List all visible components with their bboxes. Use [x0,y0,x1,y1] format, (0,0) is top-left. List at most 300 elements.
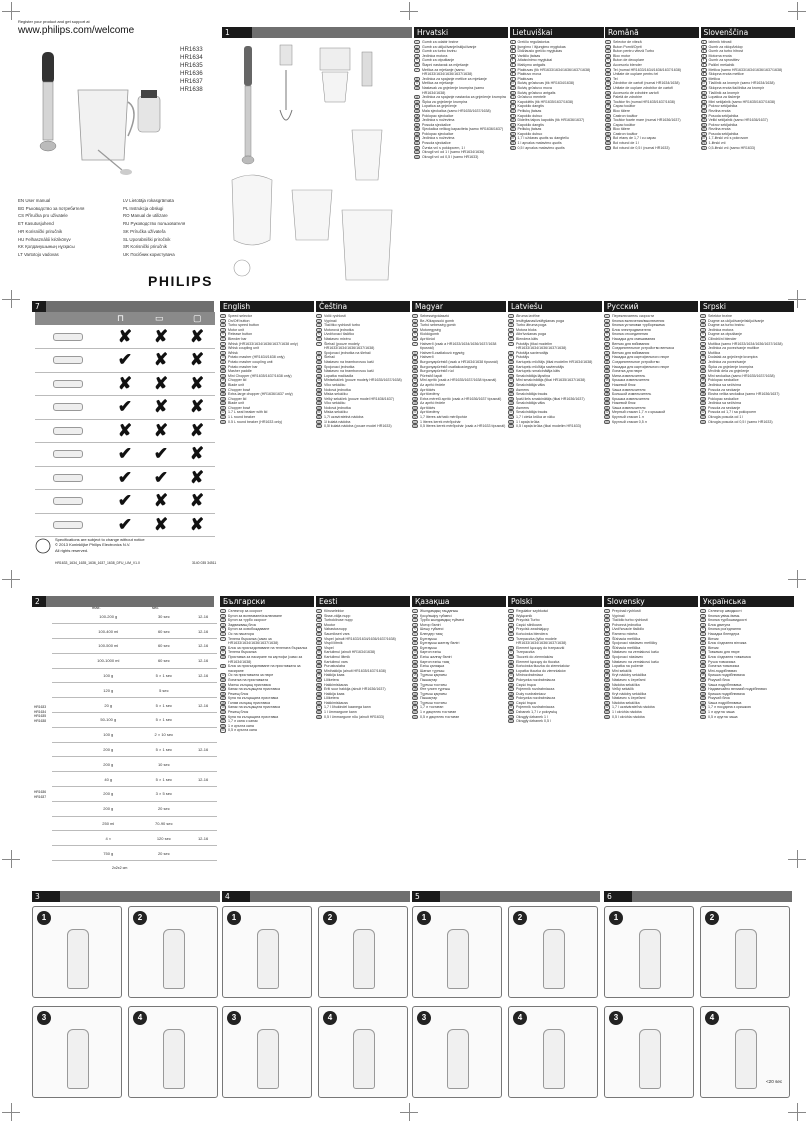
part-label: Венчик для взбивания [612,350,650,355]
part-number-badge: 17 [221,388,225,392]
section-2-header [32,596,46,607]
part-item [700,715,794,720]
part-label: Okrugla posuda od 0,5 l (samo HR1633) [708,419,773,424]
part-number-badge: 20 [317,697,321,701]
language-entry: RU Руководство пользователя [123,221,186,227]
model-number: HR1633 [180,46,203,53]
part-number-badge: 24 [317,715,321,719]
part-number-badge: 9 [220,351,226,355]
part-label: Nožová jednotka [324,405,351,410]
part-number-badge: 3 [412,323,418,327]
part-label: Przycisk Turbo [516,618,540,623]
part-label: Голям кълцащ приставка [228,700,270,705]
part-label: Hakkija kaas [324,673,345,678]
part-label: 1,7 l uzatvárateľná nádoba [612,705,655,710]
part-number-badge: 13 [605,370,609,374]
language-entry: SR Korisnički priručnik [123,244,167,250]
part-label: Ос на пасатора [228,631,254,636]
part-label: Miska sekáčku [324,410,348,415]
part-number-badge: 6 [412,337,418,341]
part-label: Задвижващ блок [228,622,257,627]
part-label: Kartupeļu mīcītāja savienotājs [516,364,564,369]
part-label: Круглый стакан 1 л [612,415,644,420]
section-header [32,891,60,902]
part-number-badge: 19 [605,397,609,401]
part-label: Круглый стакан 0,5 л [612,419,647,424]
model-number: HR1636 [180,70,203,77]
part-number-badge: 13 [605,665,609,669]
part-label: 0,5 l ümmargune nõu (ainult HR1633) [324,714,385,719]
part-number-badge: 1 [700,314,706,318]
speed-cell [189,713,217,728]
step-number-badge: 1 [417,911,431,925]
part-number-badge: 5 [316,332,322,336]
language-name: Русский [607,302,639,311]
part-number-badge: 13 [701,665,705,669]
part-number-badge: 23 [317,420,321,424]
part-number-badge: 19 [415,132,419,136]
part-label: 1,7 l õhukindel kaanega kann [324,705,371,710]
speed-cell: 12-16 [189,772,217,787]
part-label: 1 l apaļa krūka [516,419,540,424]
step-number-badge: 1 [609,911,623,925]
part-label: Kapoklio dangtis [517,104,544,109]
part-number-badge: 2 [220,614,226,618]
part-number-badge: 1 [316,314,322,318]
part-label: Habverő [420,355,434,360]
part-label: Sklopna enota tlačilnika za krompir [708,85,765,90]
part-label: Be-/Kikapcsoló gomb [420,318,454,323]
cross-mark-icon: ✘ [107,372,143,396]
language-name: Polski [511,597,533,606]
table-row [35,443,215,467]
part-label: Az aprító fedele [420,401,446,406]
language-part-list [701,40,795,288]
time-cell: 3 × 5 sec [139,787,190,802]
appliance-sketch-icon [67,1029,89,1089]
part-thumbnail-icon [53,427,83,435]
ingredient-icon [52,727,78,742]
part-label: Мерный стакан 1,7 л с крышкой [612,410,666,415]
part-label: Мини-измельчитель [612,373,646,378]
part-label: Ріжучий блок [708,677,730,682]
part-label: Atlaisvinimo mygtukai [517,58,553,63]
part-number-badge: 15 [317,383,321,387]
part-label: Plaktuvo mova [517,72,542,77]
part-label: Mini seckalica (samo HR1635/1637/1638) [708,373,775,378]
part-number-badge: 8 [508,646,514,650]
part-label: Habverő-csatlakozó egység [420,350,465,355]
part-number-badge: 11 [415,96,419,100]
part-label: Turbokiiruse nupp [324,618,353,623]
language-entry: BG Ръководство за потребителя [18,205,85,211]
part-number-badge: 15 [701,379,705,383]
language-header [510,27,604,38]
part-number-badge: 9 [508,355,514,359]
part-number-badge: 14 [701,669,705,673]
part-label: Zdrobitor de cartofi (numai HR1634/1638) [613,81,680,86]
part-number-badge: 3 [700,323,706,327]
part-number-badge: 9 [414,81,420,85]
part-label: Переключатель скорости [612,314,655,318]
language-header [700,596,794,607]
part-label: Bloc tăiere [613,127,630,132]
part-label: Putotājs [516,355,529,360]
part-number-badge: 17 [413,393,417,397]
part-label: Burgonyapüréstő rúd [420,369,454,374]
part-label: Блок з'єднання товкачика [708,654,751,659]
part-label: Čvrsta vrč s poklopcem, 1 l [422,145,466,150]
part-number-badge: 23 [509,420,513,424]
part-label: Mootor [324,622,336,627]
part-label: Poklopac sjeckalice [422,131,454,136]
part-number-badge: 3 [412,618,418,622]
part-number-badge: 18 [317,397,321,401]
part-label: Plaktuvas [517,76,534,81]
part-number-badge: 17 [605,388,609,392]
time-cell: 5 × 1 sec [139,772,190,787]
part-number-badge: 14 [413,669,417,673]
table-7-header [35,312,215,325]
part-label: Castron tocător [613,131,638,136]
part-number-badge: 20 [606,128,610,132]
part-number-badge: 6 [604,337,610,341]
cross-mark-icon: ✘ [107,419,143,443]
part-label: Кнопка турбошвидкості [708,618,747,623]
part-number-badge: 19 [509,402,513,406]
part-number-badge: 13 [511,96,514,100]
time-cell: 10 sec [139,757,190,772]
part-label: Kryt nádoby sekáčika [612,673,647,678]
time-cell: 60 sec [139,639,190,654]
registration-mark [2,1103,20,1121]
part-label: Część tnąca [516,700,536,705]
part-label: Nástavec mixéru [324,336,351,341]
part-label: Насадка для картофельного пюре [612,364,670,369]
part-number-badge: 13 [415,105,419,109]
part-item [316,424,410,429]
part-label: Pokrov sekljalnika [708,104,738,109]
part-label: Nástavec na bramborovou kaši [324,359,374,364]
part-number-badge: 20 [605,697,609,701]
part-number-badge: 9 [604,351,610,355]
part-number-badge: 23 [413,711,417,715]
tap-icon: ⊓ [117,313,125,323]
part-number-badge: 19 [605,692,609,696]
part-number-badge: 23 [509,715,513,719]
product-illustration [18,50,178,175]
part-number-badge: 13 [413,374,417,378]
part-number-badge: 7 [701,68,707,72]
step-number-badge: 3 [227,1011,241,1025]
part-item [220,637,314,646]
part-number-badge: 5 [604,332,610,336]
part-number-badge: 7 [412,342,418,346]
language-header [508,301,602,312]
part-label: Mutilica (samo HR1633/1634/1636/1637/1638) [708,341,783,346]
part-number-badge: 22 [605,706,609,710]
part-number-badge: 9 [510,77,516,81]
part-label: Dugme za turbo brzinu [708,323,745,328]
part-number-badge: 1 [414,40,420,44]
part-number-badge: 5 [510,58,516,62]
part-number-badge: 22 [605,411,609,415]
part-item [316,715,410,720]
part-label: Aprítórúd [420,336,435,341]
part-number-badge: 19 [221,706,225,710]
part-number-badge: 20 [413,697,417,701]
language-header [316,301,410,312]
part-label: 1,7 l cieša krūka ar vāku [516,415,555,420]
language-header [701,27,795,38]
part-number-badge: 11 [701,655,705,659]
appliance-sketch-icon [735,929,757,989]
part-number-badge: 16 [413,678,417,682]
part-number-badge: 12 [509,370,513,374]
part-label: Mini sekljalnik (samo HR1635/1637/1638) [708,99,776,104]
part-label: Okrugli vrč od 1 l (samo HR1634/1636) [422,150,485,155]
part-label: Štapni nastavak za miješanje [422,62,469,67]
part-number-badge: 12 [511,91,514,95]
part-label: 0,5 л дөңгелек тостаған [420,714,460,719]
cross-mark-icon: ✘ [143,419,179,443]
part-label: Nástavec na zemiakovú kašu [612,659,659,664]
part-label: Венчик для взбивания [612,341,650,346]
registration-mark [788,1103,806,1121]
part-number-badge: 9 [316,355,322,359]
table-row [35,372,215,396]
part-number-badge: 24 [413,425,417,429]
part-number-badge: 17 [702,114,705,118]
part-label: Jedinica za povezivanje [708,359,746,364]
part-label: Lopatica za gnječenje [422,104,457,109]
part-label: Az aprító fedele [420,382,446,387]
part-label: Mutilica [708,350,721,355]
language-part-list [700,314,794,562]
language-part-list [508,314,602,562]
table-row [52,609,217,624]
part-number-badge: 11 [605,655,609,659]
part-label: On/Off button [228,318,250,323]
part-label: Element łączący do trzepaczki [516,645,565,650]
section-1-bar [252,27,412,38]
part-number-badge: 1 [316,609,322,613]
part-item [508,342,602,351]
part-number-badge: 1 [508,314,514,318]
part-number-badge: 5 [414,58,420,62]
part-label: Kartupeļu smalcinātāja kāts [516,369,560,374]
part-number-badge: 11 [221,360,225,364]
part-number-badge: 2 [412,614,418,618]
part-label: Nástavec s čepeľami [612,677,646,682]
part-label: Smalcinātāja vāks [516,382,545,387]
part-label: Pokrov sekljalnika [708,122,738,127]
step-number-badge: 4 [323,1011,337,1025]
part-label: Didžiausio greičio mygtukas [517,49,563,54]
step-illustration [318,1006,408,1098]
amount-cell: 200 g [78,801,139,816]
part-label: Lõiketera [324,696,339,701]
part-number-badge: 5 [412,627,418,631]
section-number: 6 [607,892,612,901]
table-row [52,713,217,728]
cross-mark-icon: ✘ [179,490,215,514]
step-number-badge: 4 [513,1011,527,1025]
part-number-badge: 24 [415,155,419,159]
welcome-url[interactable]: www.philips.com/welcome [18,25,135,36]
amount-cell: 200 g [78,742,139,757]
section-header [222,891,250,902]
part-number-badge: 6 [604,632,610,636]
part-label: 1-litrski vrč [708,141,726,146]
part-label: Jedinica motora [422,53,448,58]
col-sec-label: sec. [152,605,160,610]
part-number-badge: 4 [508,328,514,332]
part-item [414,155,508,160]
part-number-badge: 11 [317,365,321,369]
part-item [412,342,506,351]
part-label: Eriti suur hakkija (ainult HR1636/1637) [324,687,386,692]
part-number-badge: 20 [221,402,225,406]
part-label: Masher paddle [228,369,252,374]
check-mark-icon: ✔ [107,349,143,373]
part-thumbnail-icon [53,380,83,388]
part-label: Ekstra velika seckalica (samo HR1636/1637) [708,392,780,397]
part-number-badge: 2 [508,319,514,323]
part-number-badge: 12 [413,660,417,664]
part-item [604,715,698,720]
speed-cell: 12-16 [189,742,217,757]
part-label: Chopper bowl [228,387,251,392]
part-number-badge: 14 [413,379,417,383]
part-number-badge: 10 [509,655,513,659]
part-number-badge: 16 [605,383,609,387]
part-label: Dugme za otpuštanje [708,332,742,337]
part-label: Jedinica za spajanje nastavka za gnječenje krumpira [422,95,506,100]
registration-mark [400,2,418,20]
language-name: Lietuviškai [512,28,553,37]
part-number-badge: 11 [413,655,417,659]
part-number-badge: 12 [413,370,417,374]
part-number-badge: 14 [606,100,610,104]
speed-cell: 12-16 [189,624,217,639]
part-label: Blade unit [228,401,244,406]
ingredient-icon [52,816,78,831]
part-label: Картоп езгіш [420,650,442,655]
part-number-badge: 16 [605,678,609,682]
part-label: Buton Pornit/Oprit [613,44,642,49]
amount-cell: 250 ml [78,816,139,831]
part-label: Saumikseri vars [324,631,350,636]
check-mark-icon: ✔ [107,443,143,467]
language-name: Latviešu [511,302,543,311]
part-label: Bol etanș de 1,7 l cu capac [613,136,657,141]
part-number-badge: 9 [605,77,611,81]
ingredient-icon [52,772,78,787]
part-label: Кнопка установки турборежима [612,323,665,328]
part-label: Bloc tăiere [613,108,630,113]
part-label: Grūstuvo mentelė [517,95,546,100]
part-label: Cilindrični blender [708,336,737,341]
table-row [52,639,217,654]
appliance-sketch-icon [639,1029,661,1089]
part-number-badge: 8 [316,641,322,645]
part-number-badge: 2 [701,45,707,49]
part-label: Міні-подрібнювач [708,668,737,673]
part-number-badge: 15 [511,105,514,109]
ingredient-icon [52,846,78,861]
part-label: 0,5 l apvalus matavimo ąsotis [517,145,565,150]
part-number-badge: 23 [221,416,225,420]
part-label: Potato masher bar [228,364,258,369]
section-1-header [222,27,252,38]
part-label: Пышақтар [420,677,438,682]
language-entry: SK Príručka užívateľa [123,228,166,234]
part-number-badge: 1 [700,609,706,613]
cross-mark-icon: ✘ [179,325,215,349]
part-number-badge: 5 [604,627,610,631]
part-label: Nástavec na bramborovou kaši [324,369,374,374]
part-thumbnail-icon [53,450,83,458]
language-name: Eesti [319,597,338,606]
step-illustration [604,906,694,998]
part-label: Nástavec s čepeľami [612,696,646,701]
part-label: Metlica (samo HR1633/1634/1636/1637/1638) [708,67,783,72]
amount-cell: 100-1000 ml [78,653,139,668]
part-number-badge: 10 [413,360,417,364]
part-number-badge: 13 [509,669,513,673]
part-label: Didelės talpos kapoklis (tik HR1636/1637) [517,118,585,123]
part-label: Gumb za uključivanje/isključivanje [422,44,477,49]
part-label: Бұлғауыш [420,636,437,641]
part-label: Burgonyapüréstő (csak a HR1634/1638 típusnál) [420,359,498,364]
part-label: Paletă de zdrobire [613,95,643,100]
step-number-badge: 1 [37,911,51,925]
time-cell: 5 × 1 sec [139,668,190,683]
footer-philips-shield-icon [35,538,51,559]
part-label: Sjeckalica velikog kapaciteta (samo HR1636/1637) [422,127,504,132]
part-number-badge: 5 [605,58,611,62]
part-number-badge: 20 [509,406,513,410]
part-label: Чаша измельчителя [612,387,646,392]
table-row [52,787,217,802]
language-part-list [412,314,506,562]
part-number-badge: 6 [412,632,418,636]
part-label: Tlačidlo turbo rýchlosti [612,618,648,623]
step-number-badge: 4 [705,1011,719,1025]
part-number-badge: 17 [317,393,321,397]
part-number-badge: 2 [316,319,322,323]
part-item [605,146,699,151]
model-list [180,46,203,94]
part-number-badge: 2 [414,45,420,49]
time-cell: 5 × 1 sec [139,698,190,713]
part-label: Ріжучий блок [708,696,730,701]
part-label: Motorová jednotka [324,327,354,332]
part-number-badge: 17 [317,683,321,687]
part-number-badge: 8 [605,72,611,76]
part-number-badge: 6 [220,337,226,341]
part-label: 1 l ümmargune kann [324,710,357,715]
part-number-badge: 6 [701,63,707,67]
part-number-badge: 15 [701,674,705,678]
table-row [35,325,215,349]
part-number-badge: 1 [508,609,514,613]
part-label: Kartulimui (ainult HR1634/1638) [324,650,376,655]
part-label: Maišymo antgalis [517,62,546,67]
part-label: Smalcinātāja trauks [516,410,548,415]
amount-cell: 40 g [78,772,139,787]
